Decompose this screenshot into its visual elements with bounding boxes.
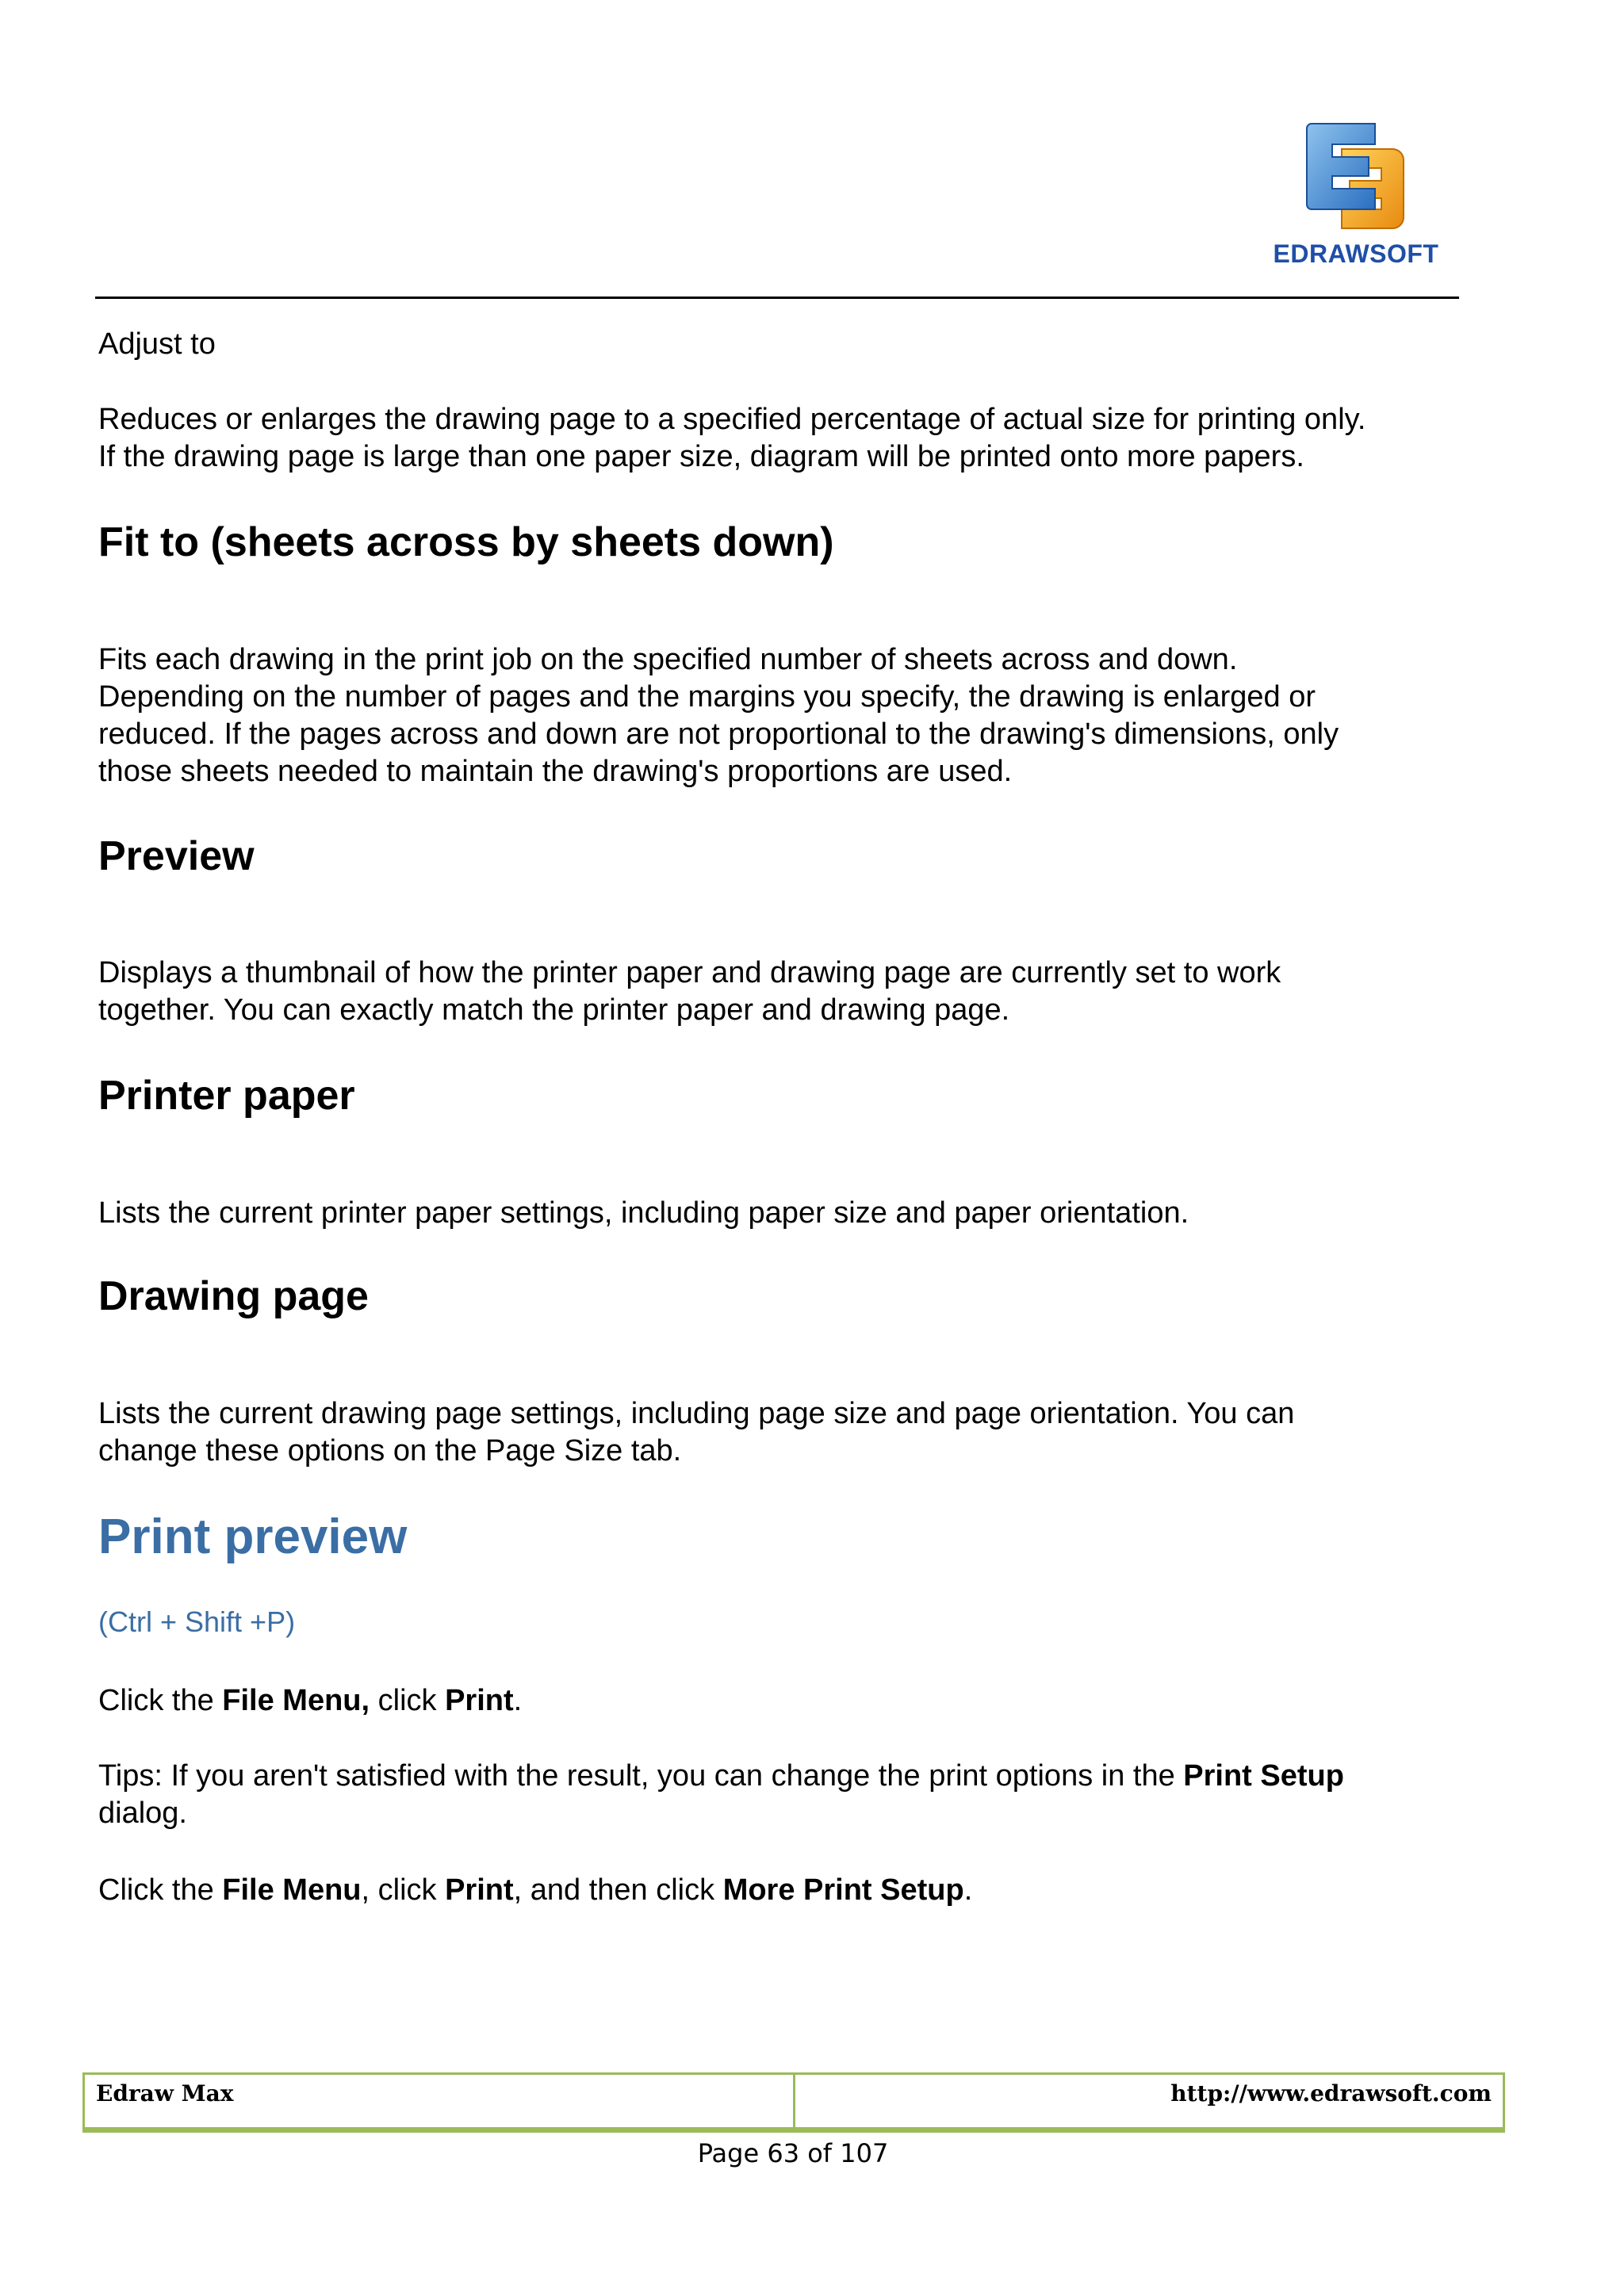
text-line: Fits each drawing in the print job on the specified number of sheets across and down.: [98, 643, 1238, 676]
print-term: Print: [445, 1684, 514, 1717]
text-line: Lists the current drawing page settings, including page size and page orientation. You can: [98, 1397, 1295, 1430]
adjust-to-description: [98, 401, 1494, 476]
adjust-to-label: Adjust to: [98, 327, 216, 361]
logo-wordmark: EDRAWSOFT: [1273, 239, 1439, 268]
keyboard-shortcut: (Ctrl + Shift +P): [98, 1605, 296, 1638]
drawing-page-description: [98, 1395, 1494, 1470]
edrawsoft-logo: [1269, 117, 1443, 276]
click-instruction-2: [98, 1872, 1494, 1909]
printer-paper-heading: Printer paper: [98, 1073, 355, 1119]
instruction-line: [98, 1682, 1494, 1720]
text-run: click: [370, 1684, 446, 1717]
text-run: Tips: If you aren't satisfied with the result, you can change the print options in the: [98, 1759, 1184, 1793]
footer-table: [82, 2072, 1505, 2133]
text-line: If the drawing page is large than one paper size, diagram will be printed onto more papers.: [98, 440, 1304, 473]
print-preview-heading-block: [98, 1510, 1494, 1565]
header-divider: [95, 297, 1459, 299]
instruction-line: [98, 1872, 1494, 1909]
drawing-page-heading: Drawing page: [98, 1273, 369, 1319]
text-run: , click: [361, 1873, 446, 1907]
text-run: Click the: [98, 1684, 223, 1717]
instruction-line: [98, 1758, 1494, 1795]
text-run: , and then click: [513, 1873, 723, 1907]
text-line: reduced. If the pages across and down are not proportional to the drawing's dimensions, only: [98, 718, 1339, 751]
text-run: .: [513, 1684, 523, 1717]
fit-to-heading-block: [98, 519, 1494, 566]
text-run: Click the: [98, 1873, 223, 1907]
page-number: Page 63 of 107: [697, 2138, 889, 2168]
tips-paragraph: [98, 1758, 1494, 1832]
printer-paper-description: [98, 1195, 1494, 1232]
edrawsoft-logo-icon: [1300, 117, 1411, 236]
text-line: Reduces or enlarges the drawing page to a specified percentage of actual size for printing only.: [98, 403, 1366, 436]
fit-to-heading: Fit to (sheets across by sheets down): [98, 519, 834, 565]
text-run: .: [963, 1873, 973, 1907]
text-line: those sheets needed to maintain the drawing's proportions are used.: [98, 755, 1013, 788]
footer-product-name: Edraw Max: [85, 2075, 795, 2127]
shortcut-block: [98, 1605, 1494, 1640]
click-instruction-1: [98, 1682, 1494, 1720]
text-line: Depending on the number of pages and the margins you specify, the drawing is enlarged or: [98, 680, 1316, 714]
text-line: Displays a thumbnail of how the printer paper and drawing page are currently set to work: [98, 956, 1281, 989]
footer-website-link[interactable]: http://www.edrawsoft.com: [1170, 2080, 1492, 2107]
file-menu-term: File Menu,: [222, 1684, 370, 1717]
print-preview-heading: Print preview: [98, 1510, 408, 1564]
print-term: Print: [445, 1873, 514, 1907]
text-line: change these options on the Page Size tab.: [98, 1434, 682, 1468]
instruction-line: dialog.: [98, 1797, 187, 1830]
drawing-page-heading-block: [98, 1272, 1494, 1320]
more-print-setup-term: More Print Setup: [722, 1873, 964, 1907]
preview-description: [98, 955, 1494, 1029]
print-setup-term: Print Setup: [1183, 1759, 1344, 1793]
preview-heading-block: [98, 832, 1494, 880]
adjust-to-label-block: [98, 326, 1494, 363]
text-line: together. You can exactly match the printer paper and drawing page.: [98, 993, 1010, 1027]
preview-heading: Preview: [98, 833, 255, 879]
file-menu-term: File Menu: [222, 1873, 362, 1907]
fit-to-description: [98, 641, 1494, 790]
printer-paper-heading-block: [98, 1072, 1494, 1119]
text-line: Lists the current printer paper settings, including paper size and paper orientation.: [98, 1196, 1189, 1230]
